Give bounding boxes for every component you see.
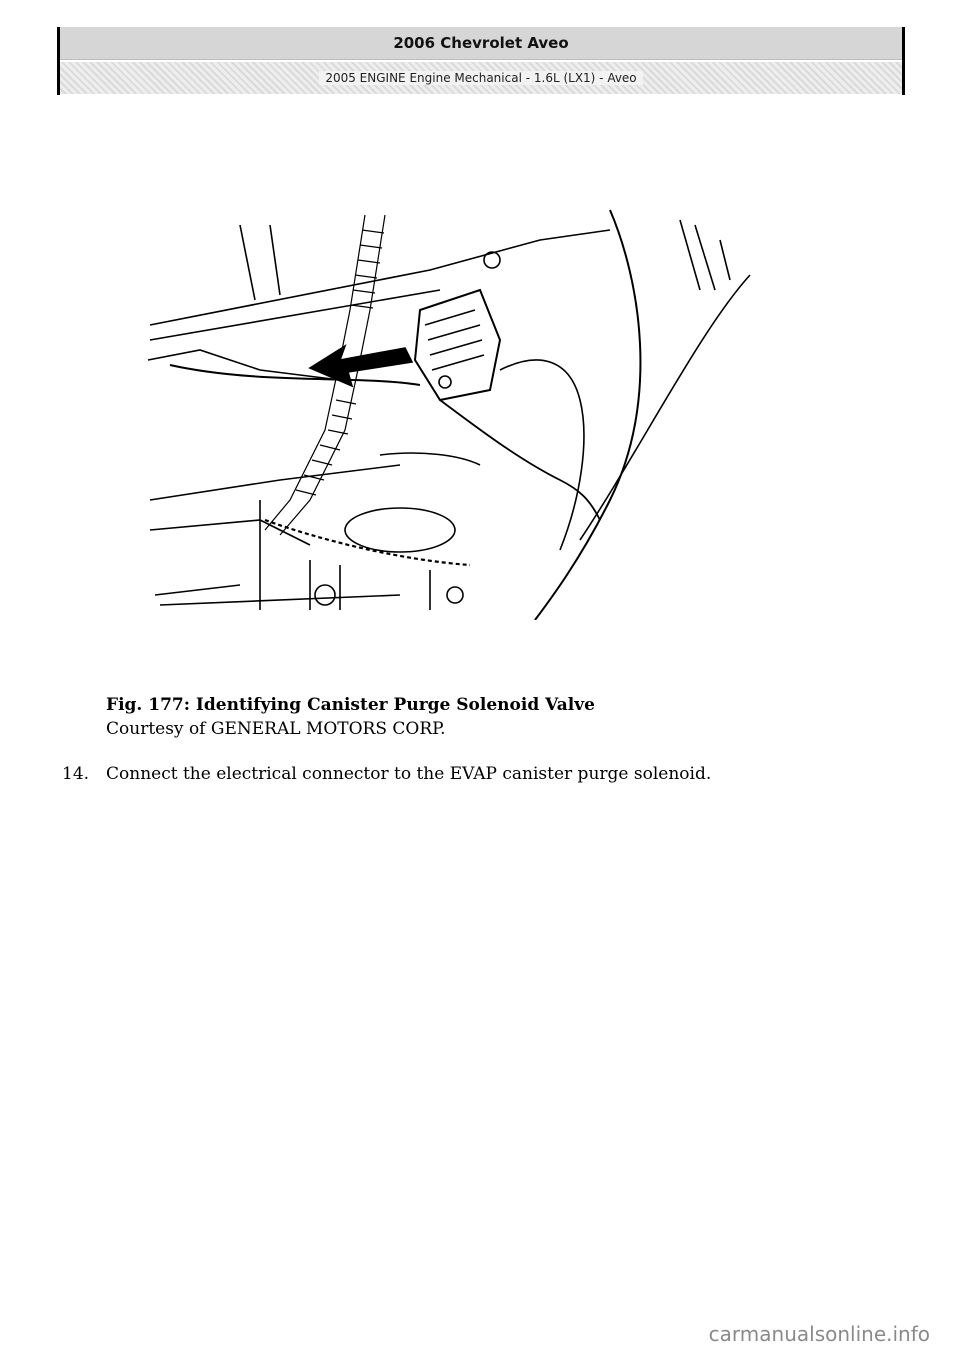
figure-caption-title: Fig. 177: Identifying Canister Purge Solenoid Valve	[106, 695, 595, 715]
figure-caption	[106, 693, 595, 741]
vehicle-title: 2006 Chevrolet Aveo	[60, 27, 902, 60]
procedure-step	[62, 762, 711, 786]
step-number: 14.	[62, 764, 90, 784]
figure-caption-credit: Courtesy of GENERAL MOTORS CORP.	[106, 719, 446, 739]
site-watermark: carmanualsonline.info	[708, 1322, 930, 1346]
canister-purge-solenoid-illustration	[140, 200, 760, 620]
step-text: Connect the electrical connector to the EVAP canister purge solenoid.	[106, 764, 712, 784]
section-subtitle-bar	[60, 62, 902, 94]
document-header	[57, 27, 905, 95]
section-subtitle: 2005 ENGINE Engine Mechanical - 1.6L (LX1) - Aveo	[319, 71, 642, 85]
